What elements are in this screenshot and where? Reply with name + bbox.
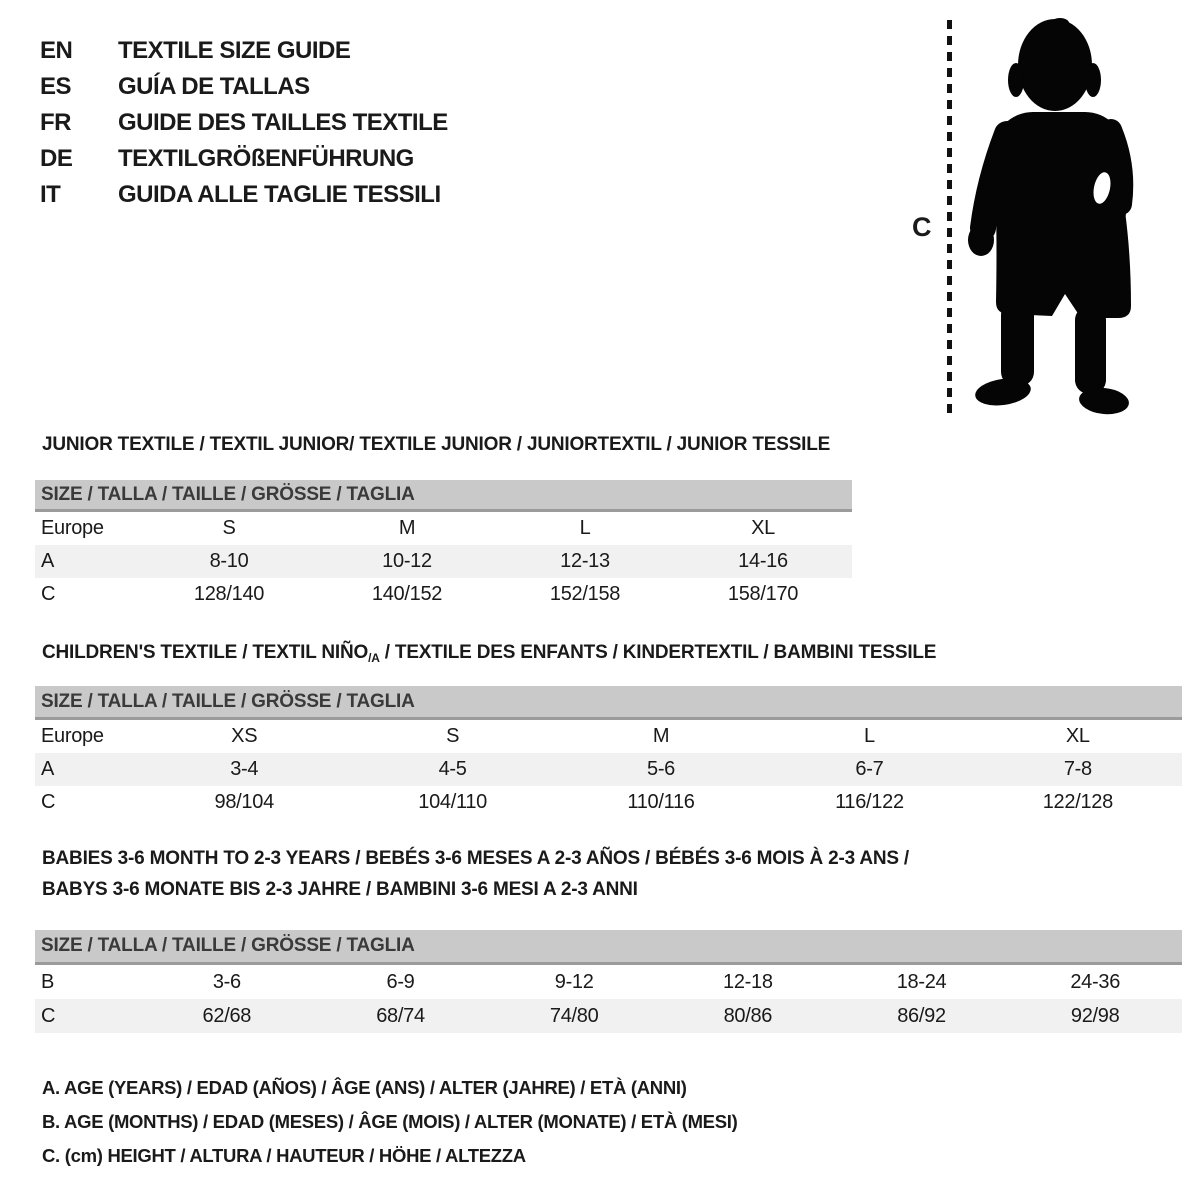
language-title: GUIDA ALLE TAGLIE TESSILI — [118, 181, 441, 208]
table-header — [35, 480, 852, 512]
cell: 92/98 — [1070, 1004, 1120, 1027]
table-row — [35, 512, 852, 545]
language-code: IT — [40, 181, 61, 208]
table-row — [35, 753, 1182, 786]
children-title-text: / TEXTILE DES ENFANTS / KINDERTEXTIL / BAMBINI TESSILE — [379, 642, 937, 663]
legend-item: A. AGE (YEARS) / EDAD (AÑOS) / ÂGE (ANS) / ALTER (JAHRE) / ETÀ (ANNI) — [42, 1077, 687, 1098]
cell: 6-9 — [386, 970, 415, 993]
language-code: FR — [40, 109, 71, 136]
children-title-text: CHILDREN'S TEXTILE / TEXTIL NIÑO — [42, 642, 369, 663]
table-row — [35, 999, 1182, 1033]
language-row — [40, 69, 448, 105]
language-row — [40, 33, 448, 69]
language-code: EN — [40, 37, 73, 64]
table-row — [35, 720, 1182, 753]
cell: S — [446, 725, 460, 747]
cell: 104/110 — [418, 791, 487, 813]
row-label: A — [41, 758, 55, 780]
cell: S — [222, 517, 236, 539]
cell: L — [579, 517, 591, 539]
babies-section-title — [42, 843, 909, 905]
junior-size-table — [35, 480, 852, 611]
cell: 116/122 — [835, 791, 904, 813]
row-label: B — [41, 970, 55, 993]
table-row — [35, 545, 852, 578]
cell: 8-10 — [209, 550, 249, 572]
language-title: GUÍA DE TALLAS — [118, 73, 310, 100]
cell: 9-12 — [554, 970, 594, 993]
cell: 86/92 — [897, 1004, 946, 1027]
cell: 98/104 — [214, 791, 274, 813]
cell: XS — [231, 725, 258, 747]
cell: 3-4 — [230, 758, 259, 780]
table-header — [35, 686, 1182, 720]
cell: 12-18 — [723, 970, 773, 993]
children-title-subscript: /A — [368, 651, 380, 665]
cell: 74/80 — [549, 1004, 599, 1027]
row-label: Europe — [41, 725, 104, 747]
cell: 152/158 — [549, 583, 621, 605]
table-row — [35, 965, 1182, 999]
language-title: TEXTILGRÖßENFÜHRUNG — [118, 145, 414, 172]
row-label: C — [41, 791, 56, 813]
cell: 68/74 — [376, 1004, 425, 1027]
row-label: Europe — [41, 517, 104, 539]
cell: 18-24 — [896, 970, 947, 993]
cell: XL — [1065, 725, 1090, 747]
cell: 6-7 — [855, 758, 884, 780]
language-list — [40, 33, 448, 213]
cell: 12-13 — [560, 550, 610, 572]
height-measure-line — [947, 20, 952, 416]
height-measure-label: C — [912, 212, 932, 242]
cell: 4-5 — [438, 758, 467, 780]
table-header — [35, 930, 1182, 965]
cell: M — [652, 725, 670, 747]
measure-legend — [42, 1071, 737, 1173]
language-code: ES — [40, 73, 72, 100]
legend-item: C. (cm) HEIGHT / ALTURA / HAUTEUR / HÖHE / ALTEZZA — [42, 1145, 526, 1166]
language-title: GUIDE DES TAILLES TEXTILE — [118, 109, 448, 136]
language-code: DE — [40, 145, 73, 172]
babies-size-table — [35, 930, 1182, 1033]
cell: 128/140 — [193, 583, 265, 605]
cell: 80/86 — [723, 1004, 773, 1027]
cell: 14-16 — [738, 550, 788, 572]
cell: 140/152 — [371, 583, 443, 605]
cell: 10-12 — [382, 550, 432, 572]
table-header-label: SIZE / TALLA / TAILLE / GRÖSSE / TAGLIA — [41, 483, 415, 505]
row-label: C — [41, 583, 56, 605]
children-section-title — [42, 642, 936, 665]
cell: 62/68 — [202, 1004, 252, 1027]
cell: M — [398, 517, 416, 539]
cell: L — [864, 725, 875, 747]
language-title: TEXTILE SIZE GUIDE — [118, 37, 351, 64]
language-row — [40, 105, 448, 141]
table-row — [35, 786, 1182, 819]
row-label: C — [41, 1004, 56, 1027]
table-header-label: SIZE / TALLA / TAILLE / GRÖSSE / TAGLIA — [41, 690, 415, 712]
babies-title-line: BABYS 3-6 MONATE BIS 2-3 JAHRE / BAMBINI 3-6 MESI A 2-3 ANNI — [42, 879, 638, 900]
junior-section-title: JUNIOR TEXTILE / TEXTIL JUNIOR/ TEXTILE JUNIOR / JUNIORTEXTIL / JUNIOR TESSILE — [42, 434, 831, 455]
cell: 158/170 — [727, 583, 799, 605]
cell: 3-6 — [212, 970, 241, 993]
row-label: A — [41, 550, 55, 572]
table-header-label: SIZE / TALLA / TAILLE / GRÖSSE / TAGLIA — [41, 935, 415, 956]
children-size-table — [35, 686, 1182, 819]
cell: XL — [751, 517, 775, 539]
cell: 7-8 — [1063, 758, 1092, 780]
cell: 5-6 — [647, 758, 676, 780]
babies-title-line: BABIES 3-6 MONTH TO 2-3 YEARS / BEBÉS 3-6 MESES A 2-3 AÑOS / BÉBÉS 3-6 MOIS À 2-3 ANS / — [42, 848, 910, 869]
toddler-silhouette-icon — [963, 16, 1138, 418]
table-row — [35, 578, 852, 611]
legend-item: B. AGE (MONTHS) / EDAD (MESES) / ÂGE (MOIS) / ALTER (MONATE) / ETÀ (MESI) — [42, 1111, 738, 1132]
cell: 122/128 — [1042, 791, 1113, 813]
cell: 24-36 — [1070, 970, 1121, 993]
language-row — [40, 177, 448, 213]
cell: 110/116 — [627, 791, 695, 813]
language-row — [40, 141, 448, 177]
